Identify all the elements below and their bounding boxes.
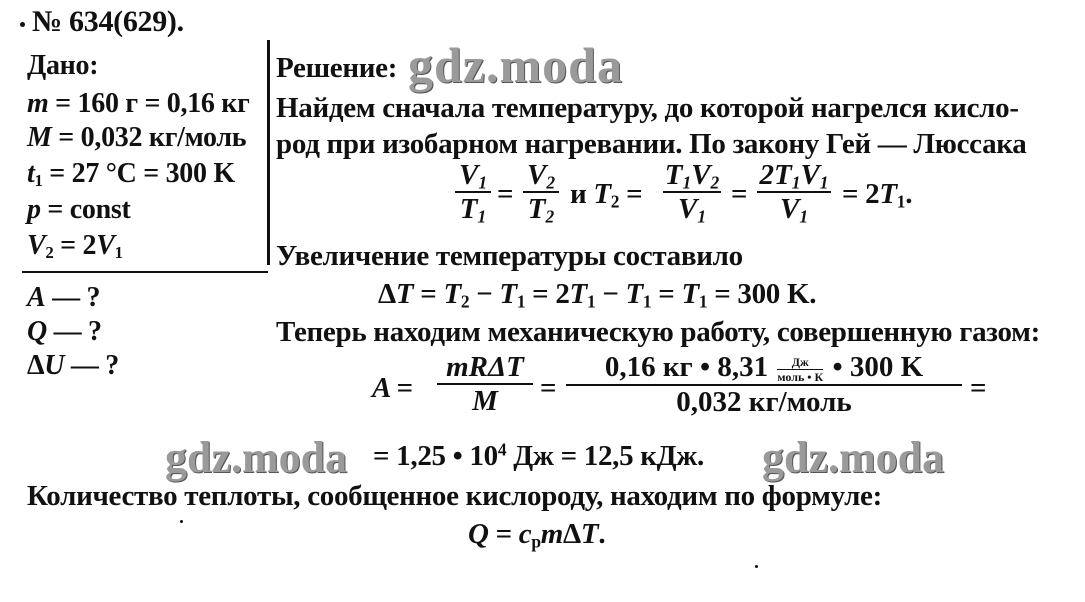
solution-line-2: род при изобарном нагревании. По закону Гей — Люссака	[276, 128, 1027, 160]
formula-temperature-change: $\Delta T = T_2 - T_1 = 2T_1 - T_1 = T_1 = 300$ K.	[378, 278, 817, 312]
equals-sign: =	[970, 372, 987, 404]
fraction-2t1v1-v1: $2T_1V_1$ $V_1$	[757, 160, 831, 224]
problem-number: № 634(629).	[32, 5, 184, 38]
given-pressure: p = const	[27, 194, 131, 225]
watermark-left: gdz.moda	[165, 433, 348, 482]
fraction-v2-t2: $V_2$ $T_2$	[523, 160, 559, 224]
given-divider	[22, 271, 268, 273]
column-divider	[267, 40, 270, 265]
fraction-mrdt-m: mRΔT M	[437, 352, 533, 416]
fraction-v1-t1: $V_1$ $T_1$	[455, 160, 491, 224]
fraction-t1v2-v1: $T_1V_2$ $V_1$	[664, 159, 720, 227]
solution-label: Решение:	[276, 52, 398, 84]
work-symbol: A =	[372, 372, 413, 404]
unit-fraction: $\frac{Дж}{\text{моль • К}}$	[777, 354, 824, 384]
scan-speck	[180, 520, 183, 523]
watermark-top: gdz.moda	[408, 37, 623, 93]
watermark-right: gdz.moda	[762, 433, 945, 482]
solution-line-3: Увеличение температуры составило	[276, 240, 743, 272]
unknown-heat: Q — ?	[27, 316, 102, 347]
solution-line-1: Найдем сначала температуру, до которой нагрелся кисло-	[276, 92, 1019, 124]
equals-sign: =	[731, 178, 748, 210]
formula-heat: $Q = c_pm\Delta T$.	[468, 518, 606, 552]
formula1-and-t2: и $T_2$ =	[570, 178, 643, 212]
given-volume: $V_2 = 2V_1$	[27, 230, 123, 263]
scan-speck	[755, 565, 758, 568]
scan-speck	[20, 22, 25, 27]
solution-line-5: Количество теплоты, сообщенное кислороду, находим по формуле:	[27, 480, 882, 512]
given-temperature: $t_1 = 27$ °C = 300 K	[27, 158, 235, 191]
given-mass: m = 160 г = 0,16 кг	[27, 88, 250, 119]
given-label: Дано:	[27, 50, 99, 81]
formula1-result: = $2T_1$.	[842, 178, 913, 212]
given-molar-mass: M = 0,032 кг/моль	[27, 122, 247, 153]
unknown-internal-energy: ΔU — ?	[27, 350, 119, 381]
formula-work-result: = 1,25 • $10^4$ Дж = 12,5 кДж.	[373, 439, 704, 472]
solution-line-4: Теперь находим механическую работу, совершенную газом:	[276, 316, 1040, 348]
fraction-work-numeric: 0,16 кг • $8,31 \frac{Дж}{\text{моль • К}}$ • 300 K 0,032 кг/моль	[566, 352, 962, 417]
unknown-work: A — ?	[27, 282, 101, 313]
equals-sign: =	[540, 372, 557, 404]
equals-sign: =	[497, 178, 514, 210]
